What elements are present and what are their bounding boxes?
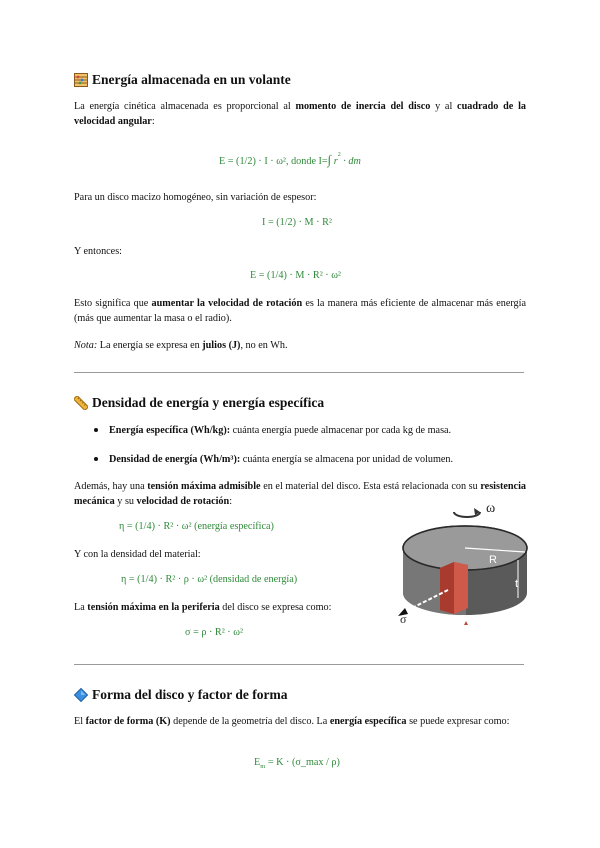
section-title: Densidad de energía y energía específica [92,395,325,410]
bullet [94,428,98,432]
divider [74,664,524,665]
paragraph: Y entonces: [74,246,122,257]
paragraph: Esto significa que aumentar la velocidad de rotación es la manera más eficiente de almacenar más energía (más que aumentar la masa o el radio). [74,298,526,324]
thickness-label: t [515,578,519,590]
paragraph: Para un disco macizo homogéneo, sin variación de espesor: [74,192,317,203]
section-title: Energía almacenada en un volante [92,72,291,87]
flywheel-diagram [388,500,538,628]
section-heading-shape [74,687,287,703]
paragraph: Además, hay una tensión máxima admisible en el material del disco. Esta está relacionada con su resistencia mecánica y su velocidad de rotación: [74,481,526,507]
divider [74,372,524,373]
radius-label: R [489,554,497,566]
ruler-icon [74,396,88,410]
note: Nota: La energía se expresa en julios (J), no en Wh. [74,340,288,351]
formula-specific-energy: η = (1/4) · R² · ω² (energía específica) [119,521,274,532]
formula-inertia: I = (1/2) · M · R² [262,217,332,228]
formula-form-factor: $E_m = K$ · (σ_max / ρ) [254,757,340,771]
list-item: Densidad de energía (Wh/m³): cuánta energía se almacena por unidad de volumen. [94,452,453,467]
section-heading-energy [74,72,291,88]
formula-energy-density: η = (1/4) · R² · ρ · ω² (densidad de energía) [121,574,298,585]
formula-energy: E = (1/4) · M · R² · ω² [250,270,341,281]
paragraph: La tensión máxima en la periferia del disco se expresa como: [74,602,332,613]
section-title: Forma del disco y factor de forma [92,687,288,702]
list-item: Energía específica (Wh/kg): cuánta energía puede almacenar por cada kg de masa. [94,423,451,438]
abacus-icon [74,73,88,87]
paragraph: Y con la densidad del material: [74,549,201,560]
bullet [94,457,98,461]
formula-kinetic-energy: E = (1/2) · I · ω², donde I=∫ $r^2$ · dm [219,151,361,167]
paragraph: La energía cinética almacenada es proporcional al momento de inercia del disco y al cuadrado de la velocidad angular: [74,101,526,127]
paragraph: El factor de forma (K) depende de la geometría del disco. La energía específica se puede expresar como: [74,716,510,727]
section-heading-density [74,395,324,411]
formula-max-stress: σ = ρ · R² · ω² [185,627,243,638]
omega-label: ω [486,501,496,516]
blue-diamond-icon [74,688,88,702]
sigma-label: σ [400,612,407,626]
